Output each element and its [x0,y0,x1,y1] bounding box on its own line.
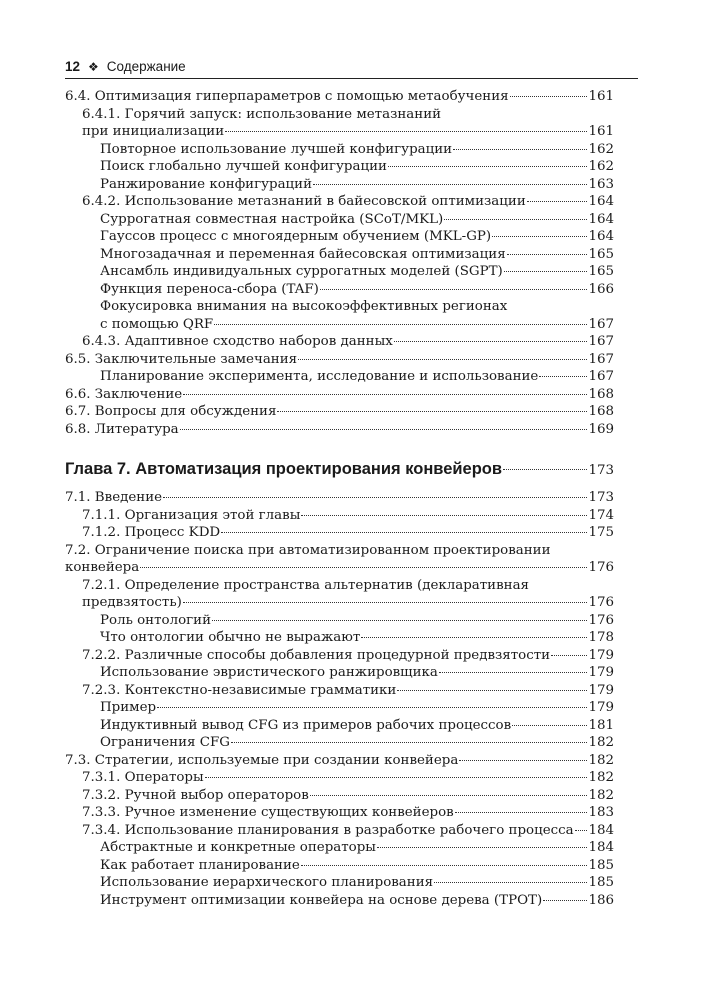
toc-entry-title: Роль онтологий [100,612,212,628]
toc-entry-title: 7.1. Введение [65,490,163,505]
dot-leader [503,469,587,470]
dot-leader [140,567,587,568]
toc-entry-title: 7.3.1. Операторы [82,770,204,785]
toc-page-number: 169 [588,421,614,437]
toc-entry[interactable] [65,193,614,211]
toc-entry[interactable] [65,839,614,857]
toc-entry[interactable] [65,629,614,647]
toc-page-number: 178 [588,630,614,645]
dot-leader [453,149,587,150]
toc-page-number: 174 [588,507,614,523]
dot-leader [444,219,587,220]
toc-entry[interactable] [65,717,614,735]
toc-page-number: 179 [588,682,614,698]
dot-leader [459,760,587,761]
dot-leader [277,411,587,412]
dot-leader [397,690,587,691]
toc-page-number: 168 [588,386,614,402]
toc-entry[interactable] [65,176,614,194]
toc-page-number: 166 [588,281,614,297]
toc-entry-title: 6.8. Литература [65,421,179,437]
toc-entry[interactable] [65,577,614,612]
dot-leader [575,830,588,831]
dot-leader [221,532,587,533]
toc-entry[interactable] [65,874,614,892]
dot-leader [439,672,588,673]
separator-icon: ❖ [88,60,99,74]
toc-page-number: 181 [588,717,614,733]
page-number: 12 [65,59,81,74]
toc-entry[interactable] [65,507,614,525]
dot-leader [183,602,588,603]
toc-entry[interactable] [65,368,614,386]
dot-leader [504,271,588,272]
toc-entry-title: Планирование эксперимента, исследование и использование [100,369,539,384]
toc-entry[interactable] [65,141,614,159]
dot-leader [214,324,587,325]
toc-entry[interactable] [65,421,614,439]
toc-entry[interactable] [65,106,614,141]
toc-page-number: 167 [588,369,614,384]
toc-page-number: 165 [588,246,614,262]
toc-entry-title: Индуктивный вывод CFG из примеров рабочих процессов [100,717,512,733]
toc-page-number: 179 [588,700,614,715]
toc-page-number: 183 [588,805,614,820]
toc-entry-title: 6.4. Оптимизация гиперпараметров с помощью метаобучения [65,89,509,104]
toc-entry-title: 6.4.3. Адаптивное сходство наборов данных [82,334,393,349]
toc-entry-title: Что онтологии обычно не выражают [100,630,361,645]
dot-leader [512,725,587,726]
toc-entry-title: Повторное использование лучшей конфигурации [100,141,453,157]
running-header [65,52,638,79]
dot-leader [310,795,588,796]
toc-entry-title: 7.3.2. Ручной выбор операторов [82,787,309,803]
toc-page-number: 182 [588,752,614,768]
dot-leader [231,742,587,743]
dot-leader [434,882,587,883]
toc-entry[interactable] [65,158,614,176]
dot-leader [551,655,587,656]
toc-entry[interactable] [65,228,614,246]
table-of-contents [65,88,614,909]
dot-leader [301,515,587,516]
toc-page-number: 168 [588,404,614,419]
toc-entry-title-line: 7.2.1. Определение пространства альтернатив (декларативная [82,577,530,593]
toc-entry[interactable] [65,386,614,404]
dot-leader [298,359,587,360]
toc-entry-title: 6.5. Заключительные замечания [65,351,298,367]
toc-entry-title: Ранжирование конфигураций [100,176,313,192]
toc-page-number: 161 [588,89,614,104]
toc-entry[interactable] [65,769,614,787]
toc-page-number: 182 [588,787,614,803]
toc-page-number: 167 [588,316,614,332]
dot-leader [394,341,588,342]
toc-chapter[interactable] [65,458,614,482]
toc-page-number: 173 [588,463,614,478]
toc-entry[interactable] [65,489,614,507]
toc-page-number: 162 [588,159,614,174]
toc-entry-title: Гауссов процесс с многоядерным обучением (MKL-GP) [100,229,492,244]
dot-leader [361,637,587,638]
dot-leader [377,847,587,848]
toc-page-number: 161 [588,124,614,139]
toc-entry-title: Ограничения CFG [100,735,230,750]
toc-entry[interactable] [65,211,614,229]
toc-entry-title: 6.6. Заключение [65,386,183,402]
toc-entry-title: Поиск глобально лучшей конфигурации [100,159,387,174]
toc-entry[interactable] [65,524,614,542]
toc-page-number: 184 [588,822,614,838]
toc-entry[interactable] [65,734,614,752]
dot-leader [183,394,587,395]
toc-entry-title: 7.3.4. Использование планирования в разработке рабочего процесса [82,822,574,838]
toc-entry[interactable] [65,612,614,630]
toc-page-number: 163 [588,176,614,192]
toc-page-number: 185 [588,857,614,873]
dot-leader [313,184,587,185]
toc-entry[interactable] [65,298,614,333]
toc-entry-title: 7.1.2. Процесс KDD [82,525,221,540]
dot-leader [539,376,587,377]
dot-leader [507,254,588,255]
toc-entry[interactable] [65,88,614,106]
toc-entry-title: Суррогатная совместная настройка (SCoT/MKL) [100,211,444,227]
toc-page-number: 176 [588,595,614,610]
dot-leader [320,289,588,290]
toc-entry[interactable] [65,351,614,369]
toc-entry-title: 6.4.2. Использование метазнаний в байесовской оптимизации [82,194,526,209]
dot-leader [180,429,588,430]
toc-entry[interactable] [65,403,614,421]
dot-leader [492,236,587,237]
toc-entry-title: при инициализации [82,124,225,139]
toc-entry[interactable] [65,822,614,840]
toc-page-number: 164 [588,211,614,227]
toc-page-number: 165 [588,264,614,279]
toc-entry[interactable] [65,787,614,805]
toc-entry-title: Функция переноса-сбора (TAF) [100,281,319,297]
toc-page-number: 164 [588,229,614,244]
dot-leader [205,777,588,778]
dot-leader [455,812,588,813]
toc-entry-title: Как работает планирование [100,857,300,873]
toc-entry[interactable] [65,281,614,299]
toc-entry[interactable] [65,892,614,910]
dot-leader [301,865,588,866]
toc-entry-title: Глава 7. Автоматизация проектирования конвейеров [65,460,503,478]
toc-entry-title: Использование эвристического ранжировщика [100,665,438,680]
toc-entry[interactable] [65,542,614,577]
toc-entry[interactable] [65,752,614,770]
dot-leader [388,166,588,167]
toc-page-number: 182 [588,735,614,750]
toc-page-number: 186 [588,892,614,908]
toc-entry-title: 6.7. Вопросы для обсуждения [65,404,277,419]
toc-entry[interactable] [65,857,614,875]
toc-entry-title: конвейера [65,560,140,575]
toc-entry-title-line: 6.4.1. Горячий запуск: использование метазнаний [82,106,442,122]
running-title: Содержание [106,59,186,74]
toc-entry-title: 7.2.2. Различные способы добавления процедурной предвзятости [82,647,551,663]
toc-entry-title-line: Фокусировка внимания на высокоэффективных регионах [100,299,508,314]
toc-entry-title: 7.3.3. Ручное изменение существующих конвейеров [82,805,454,820]
toc-entry-title: предвзятость) [82,595,182,610]
toc-page-number: 184 [588,840,614,855]
toc-page-number: 173 [588,490,614,505]
toc-entry[interactable] [65,699,614,717]
toc-page-number: 167 [588,334,614,349]
dot-leader [212,620,587,621]
toc-entry-title: 7.3. Стратегии, используемые при создании конвейера [65,752,459,768]
dot-leader [163,497,587,498]
dot-leader [543,900,587,901]
toc-page-number: 185 [588,875,614,890]
toc-entry-title: с помощью QRF [100,316,214,332]
toc-page-number: 175 [588,525,614,540]
dot-leader [510,96,588,97]
toc-entry-title: Инструмент оптимизации конвейера на основе дерева (TPOT) [100,892,543,908]
dot-leader [527,201,588,202]
toc-page-number: 176 [588,612,614,628]
toc-page-number: 176 [588,560,614,575]
toc-entry-title: Ансамбль индивидуальных суррогатных моделей (SGPT) [100,264,503,279]
dot-leader [157,707,587,708]
toc-page-number: 179 [588,647,614,663]
toc-page-number: 164 [588,194,614,209]
dot-leader [225,131,587,132]
toc-entry-title: 7.1.1. Организация этой главы [82,507,301,523]
toc-entry[interactable] [65,664,614,682]
toc-entry-title: Абстрактные и конкретные операторы [100,840,376,855]
toc-entry[interactable] [65,804,614,822]
toc-entry[interactable] [65,682,614,700]
toc-entry[interactable] [65,333,614,351]
toc-entry[interactable] [65,246,614,264]
toc-entry-title: 7.2.3. Контекстно-независимые грамматики [82,682,397,698]
toc-page-number: 182 [588,770,614,785]
toc-page-number: 179 [588,665,614,680]
toc-entry-title: Многозадачная и переменная байесовская оптимизация [100,246,506,262]
toc-entry[interactable] [65,263,614,281]
toc-entry-title: Пример [100,700,157,715]
toc-entry-title-line: 7.2. Ограничение поиска при автоматизированном проектировании [65,542,551,558]
toc-entry[interactable] [65,647,614,665]
toc-page-number: 162 [588,141,614,157]
toc-page-number: 167 [588,351,614,367]
toc-entry-title: Использование иерархического планирования [100,875,434,890]
